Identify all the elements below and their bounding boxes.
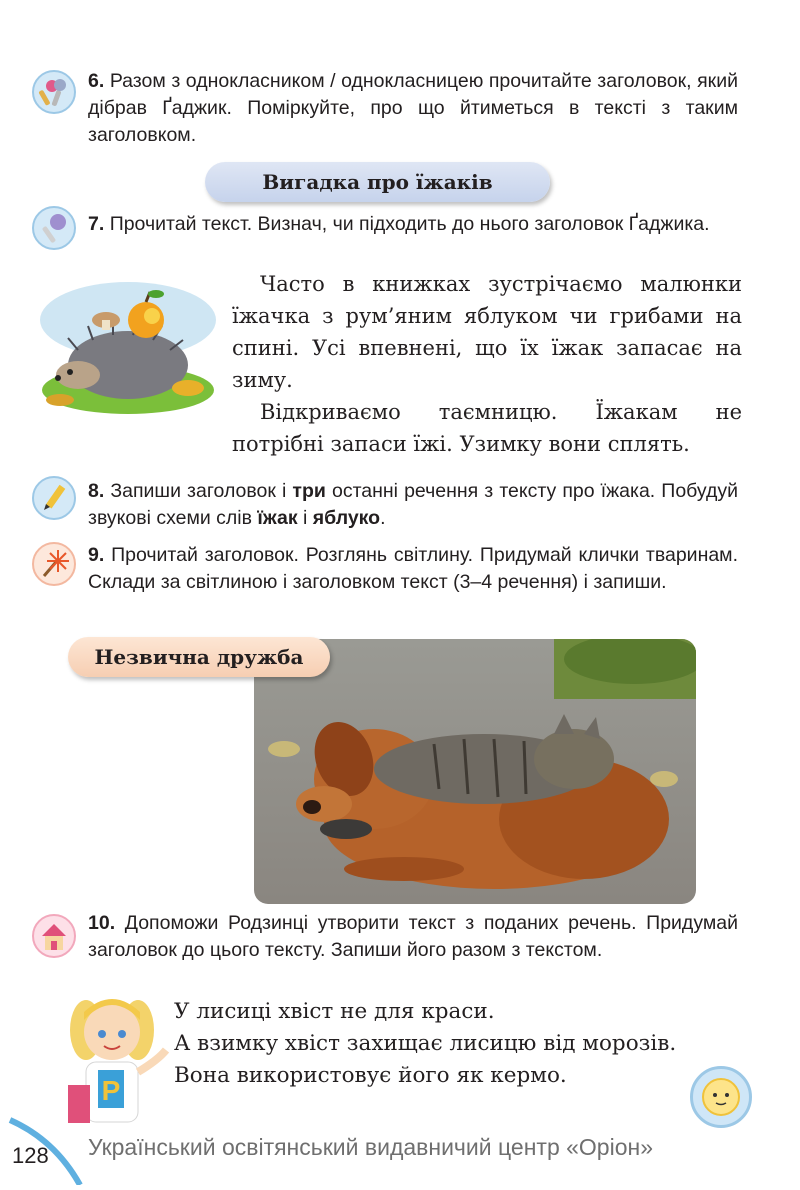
task-7: [88, 211, 738, 238]
task-text-2: останні речення з тексту про їжака. Побудуй звукові схеми слів: [88, 480, 739, 529]
publisher-name: Український освітянський видавничий центр «Оріон»: [88, 1134, 653, 1160]
task-text: Прочитай текст. Визнач, чи підходить до нього заголовок Ґаджика.: [109, 213, 710, 235]
task-text-3: і: [303, 507, 308, 529]
task-number: 9.: [88, 544, 105, 566]
sentence-1: У лисиці хвіст не для краси.: [174, 999, 495, 1024]
task-number: 7.: [88, 213, 105, 235]
dog-and-cat-photo: [254, 639, 696, 904]
task-bold-word-1: три: [292, 480, 326, 502]
task-text: Прочитай заголовок. Розглянь світлину. Придумай клички тваринам. Склади за світлиною і заголовком текст (3–4 речення) і запиши.: [88, 544, 739, 593]
task-10: [88, 910, 738, 964]
heading-hedgehog-story: Вигадка про їжаків: [205, 162, 550, 202]
task-text: Допоможи Родзинці утворити текст з поданих речень. Придумай заголовок до цього тексту. Запиши його разом з текстом.: [88, 912, 738, 961]
task-bold-word-2: їжак: [257, 507, 298, 529]
house-icon: [32, 914, 76, 958]
page-number: 128: [12, 1143, 49, 1168]
microphone-icon: [32, 206, 76, 250]
fox-sentences: [174, 996, 754, 1092]
smiley-icon: [690, 1066, 752, 1128]
task-6: [88, 68, 738, 149]
sentence-3: Вона використовує його як кермо.: [174, 1063, 567, 1088]
task-bold-word-3: яблуко: [312, 507, 381, 529]
task-8: [88, 478, 738, 532]
pencil-icon: [32, 476, 76, 520]
task-text: Разом з однокласником / однокласницею прочитайте заголовок, який дібрав Ґаджик. Поміркуйте, про що йтиметься в тексті з таким заголовком.: [88, 70, 738, 146]
task-text-4: .: [380, 507, 386, 529]
story-paragraph-1: Часто в книжках зустрічаємо малюнки їжачка з рум’яним яблуком чи грибами на спині. Усі впевнені, що їх їжак запасає на зиму.: [232, 272, 742, 392]
task-number: 6.: [88, 70, 105, 92]
hedgehog-story: [232, 268, 742, 460]
sentence-2: А взимку хвіст захищає лисицю від морозів.: [174, 1031, 677, 1056]
task-9: [88, 542, 738, 596]
task-number: 10.: [88, 912, 116, 934]
task-number: 8.: [88, 480, 105, 502]
svg-text:P: P: [101, 1075, 121, 1106]
magic-wand-icon: [32, 542, 76, 586]
microphone-pair-icon: [32, 70, 76, 114]
task-text-1: Запиши заголовок і: [110, 480, 287, 502]
hedgehog-illustration: [38, 280, 218, 415]
heading-unusual-friendship: Незвична дружба: [68, 637, 330, 677]
story-paragraph-2: Відкриваємо таємницю. Їжакам не потрібні запаси їжі. Узимку вони сплять.: [232, 400, 742, 456]
